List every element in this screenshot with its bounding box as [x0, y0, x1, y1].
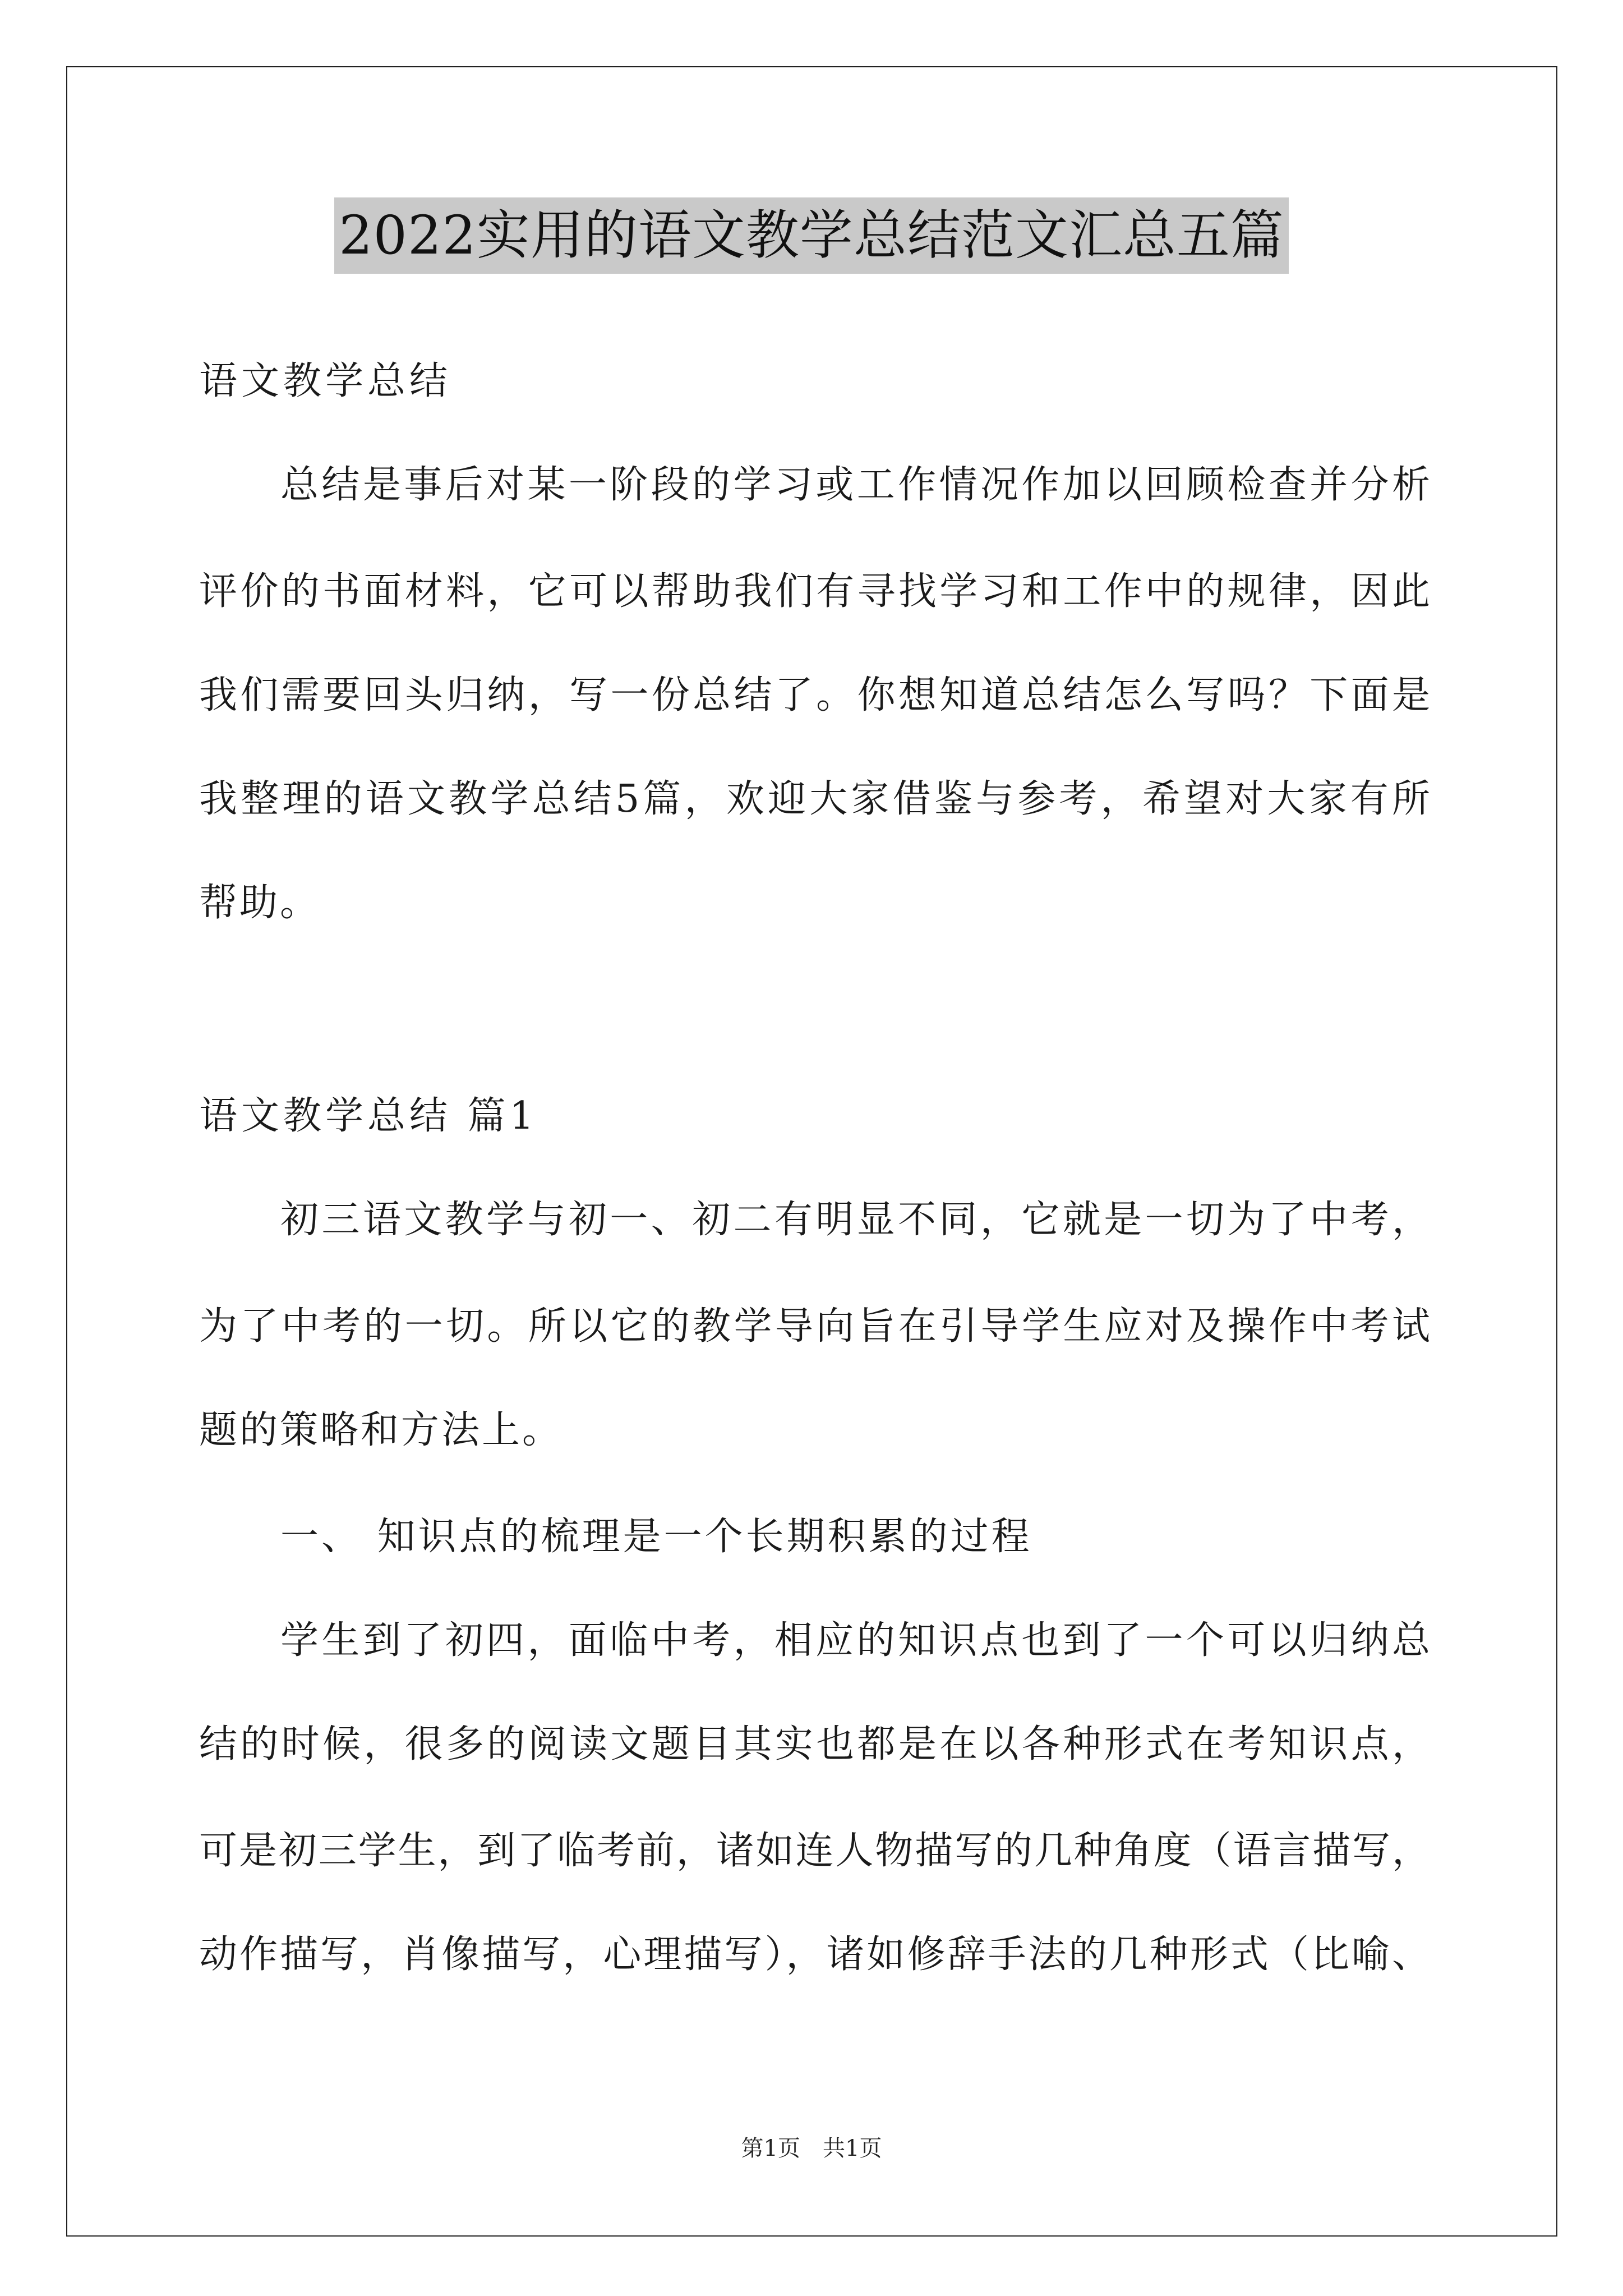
section-heading: 语文教学总结 篇1 [199, 1094, 538, 1138]
paragraph-line: 初三语文教学与初一、初二有明显不同，它就是一切为了中考， [280, 1198, 1430, 1242]
paragraph-line: 为了中考的一切。所以它的教学导向旨在引导学生应对及操作中考试 [199, 1304, 1430, 1349]
section-heading: 语文教学总结 [199, 359, 452, 403]
paragraph-line: 我整理的语文教学总结5篇，欢迎大家借鉴与参考，希望对大家有所 [199, 777, 1430, 821]
paragraph-line: 评价的书面材料，它可以帮助我们有寻找学习和工作中的规律，因此 [199, 569, 1430, 614]
page-title: 2022实用的语文教学总结范文汇总五篇 [334, 197, 1289, 274]
page-footer: 第1页 共1页 [741, 2136, 882, 2161]
paragraph-line: 帮助。 [199, 881, 321, 925]
paragraph-line: 结的时候，很多的阅读文题目其实也都是在以各种形式在考知识点， [199, 1722, 1430, 1766]
paragraph-line: 总结是事后对某一阶段的学习或工作情况作加以回顾检查并分析 [280, 463, 1430, 507]
paragraph-line: 我们需要回头归纳，写一份总结了。你想知道总结怎么写吗？下面是 [199, 673, 1430, 717]
paragraph-line: 动作描写，肖像描写，心理描写），诸如修辞手法的几种形式（比喻、 [199, 1932, 1430, 1977]
paragraph-line: 学生到了初四，面临中考，相应的知识点也到了一个可以归纳总 [280, 1618, 1430, 1663]
paragraph-line: 题的策略和方法上。 [199, 1408, 563, 1452]
title-container [0, 197, 1623, 276]
paragraph-line: 可是初三学生，到了临考前，诸如连人物描写的几种角度（语言描写， [199, 1829, 1430, 1873]
subheading: 一、 知识点的梳理是一个长期积累的过程 [280, 1515, 1032, 1559]
